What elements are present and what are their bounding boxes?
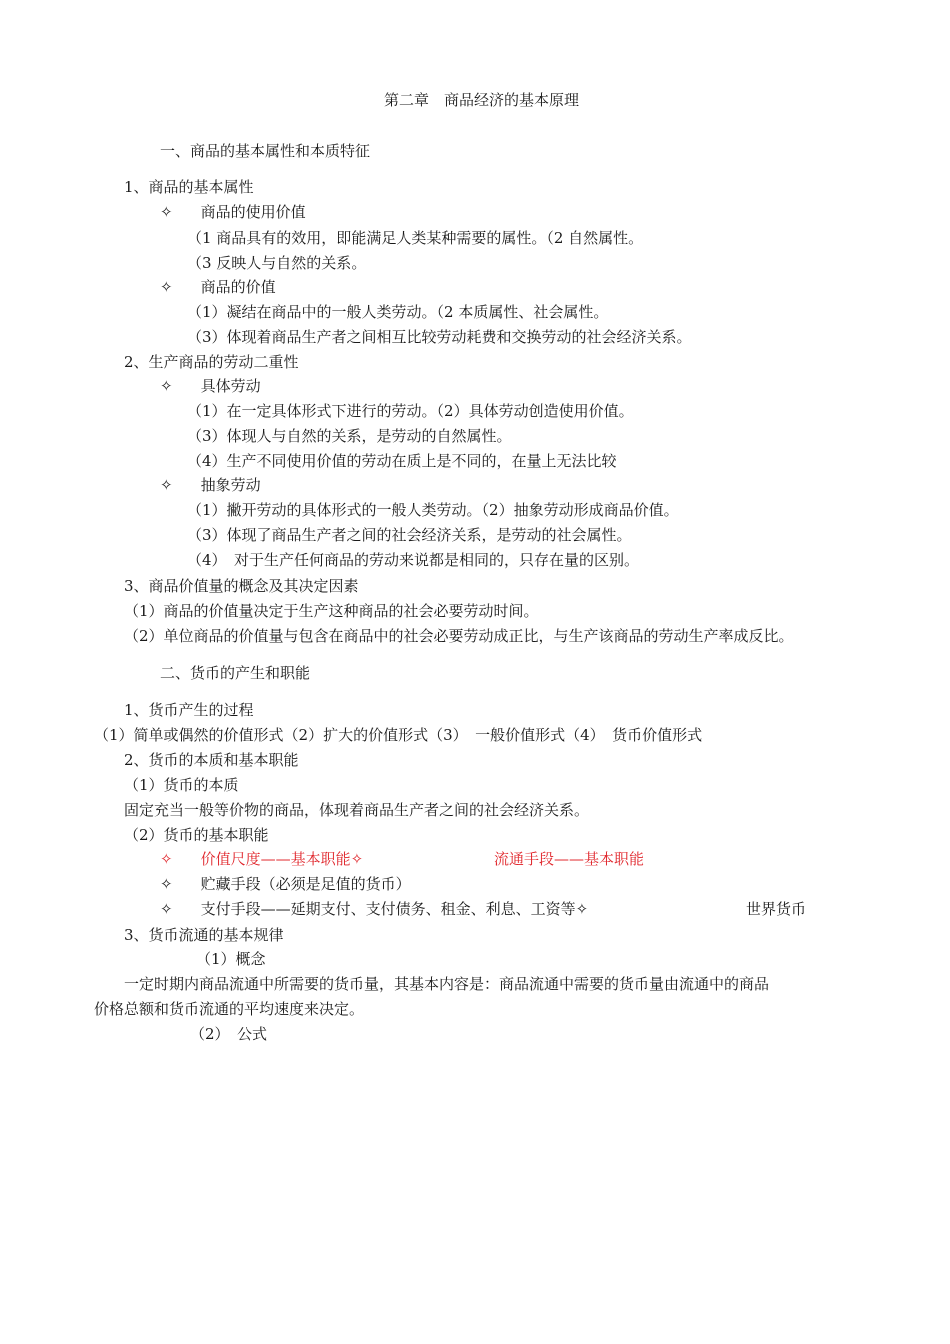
diamond-bullet-icon: ✧ xyxy=(160,476,173,494)
function-label: 流通手段——基本职能 xyxy=(494,850,645,868)
diamond-bullet-icon: ✧ xyxy=(160,203,173,221)
body-text: （1 商品具有的效用，即能满足人类某种需要的属性。（2 自然属性。 xyxy=(187,229,644,247)
bullet-label: 抽象劳动 xyxy=(200,476,261,494)
section-heading: 二、货币的产生和职能 xyxy=(160,664,311,682)
page-title: 第二章 商品经济的基本原理 xyxy=(384,91,580,109)
bullet-item xyxy=(160,849,363,869)
bullet-item xyxy=(160,376,261,396)
body-text: （3）体现了商品生产者之间的社会经济关系，是劳动的社会属性。 xyxy=(187,526,632,544)
body-text: （4）生产不同使用价值的劳动在质上是不同的，在量上无法比较 xyxy=(187,452,617,470)
bullet-item xyxy=(160,874,411,894)
body-text: 固定充当一般等价物的商品，体现着商品生产者之间的社会经济关系。 xyxy=(124,801,590,819)
body-text: （1）撇开劳动的具体形式的一般人类劳动。（2）抽象劳动形成商品价值。 xyxy=(187,501,679,519)
body-text: （1）简单或偶然的价值形式（2）扩大的价值形式（3） 一般价值形式（4） 货币价值形式 xyxy=(94,726,703,744)
body-text: （3 反映人与自然的关系。 xyxy=(187,254,367,272)
diamond-bullet-icon: ✧ xyxy=(160,278,173,296)
body-text: （3）体现着商品生产者之间相互比较劳动耗费和交换劳动的社会经济关系。 xyxy=(187,328,692,346)
body-text: （2）货币的基本职能 xyxy=(124,826,269,844)
diamond-bullet-icon: ✧ xyxy=(575,900,589,918)
bullet-label: 商品的价值 xyxy=(200,278,276,296)
function-label: 价值尺度——基本职能 xyxy=(200,850,351,868)
diamond-bullet-icon: ✧ xyxy=(160,850,173,868)
body-text: （3）体现人与自然的关系，是劳动的自然属性。 xyxy=(187,427,512,445)
diamond-bullet-icon: ✧ xyxy=(160,377,173,395)
bullet-label: 商品的使用价值 xyxy=(200,203,306,221)
body-text: （4） 对于生产任何商品的劳动来说都是相同的，只存在量的区别。 xyxy=(187,551,640,569)
diamond-bullet-icon: ✧ xyxy=(160,875,173,893)
bullet-item xyxy=(160,277,276,297)
function-label: 贮藏手段（必须是足值的货币） xyxy=(200,875,411,893)
diamond-bullet-icon: ✧ xyxy=(160,900,173,918)
function-label: 支付手段——延期支付、支付债务、租金、利息、工资等 xyxy=(200,900,576,918)
bullet-item xyxy=(160,899,588,919)
body-text: 价格总额和货币流通的平均速度来决定。 xyxy=(94,1000,365,1018)
body-text: （1）货币的本质 xyxy=(124,776,239,794)
body-text: 一定时期内商品流通中所需要的货币量，其基本内容是：商品流通中需要的货币量由流通中的商品 xyxy=(124,975,770,993)
body-text: （1）凝结在商品中的一般人类劳动。（2 本质属性、社会属性。 xyxy=(187,303,609,321)
body-text: （2）单位商品的价值量与包含在商品中的社会必要劳动成正比，与生产该商品的劳动生产率成反比。 xyxy=(124,627,794,645)
body-text: （1）在一定具体形式下进行的劳动。（2）具体劳动创造使用价值。 xyxy=(187,402,634,420)
subsection-heading: 2、货币的本质和基本职能 xyxy=(124,751,299,769)
function-label: 世界货币 xyxy=(746,900,807,918)
body-text: （1）商品的价值量决定于生产这种商品的社会必要劳动时间。 xyxy=(124,602,539,620)
bullet-item xyxy=(160,202,306,222)
body-text: （2） 公式 xyxy=(190,1025,268,1043)
bullet-label: 具体劳动 xyxy=(200,377,261,395)
subsection-heading: 1、货币产生的过程 xyxy=(124,701,254,719)
subsection-heading: 1、商品的基本属性 xyxy=(124,178,254,196)
section-heading: 一、商品的基本属性和本质特征 xyxy=(160,142,371,160)
subsection-heading: 2、生产商品的劳动二重性 xyxy=(124,353,299,371)
bullet-item xyxy=(160,475,261,495)
subsection-heading: 3、货币流通的基本规律 xyxy=(124,926,284,944)
body-text: （1）概念 xyxy=(196,950,266,968)
subsection-heading: 3、商品价值量的概念及其决定因素 xyxy=(124,577,359,595)
diamond-bullet-icon: ✧ xyxy=(350,850,364,868)
